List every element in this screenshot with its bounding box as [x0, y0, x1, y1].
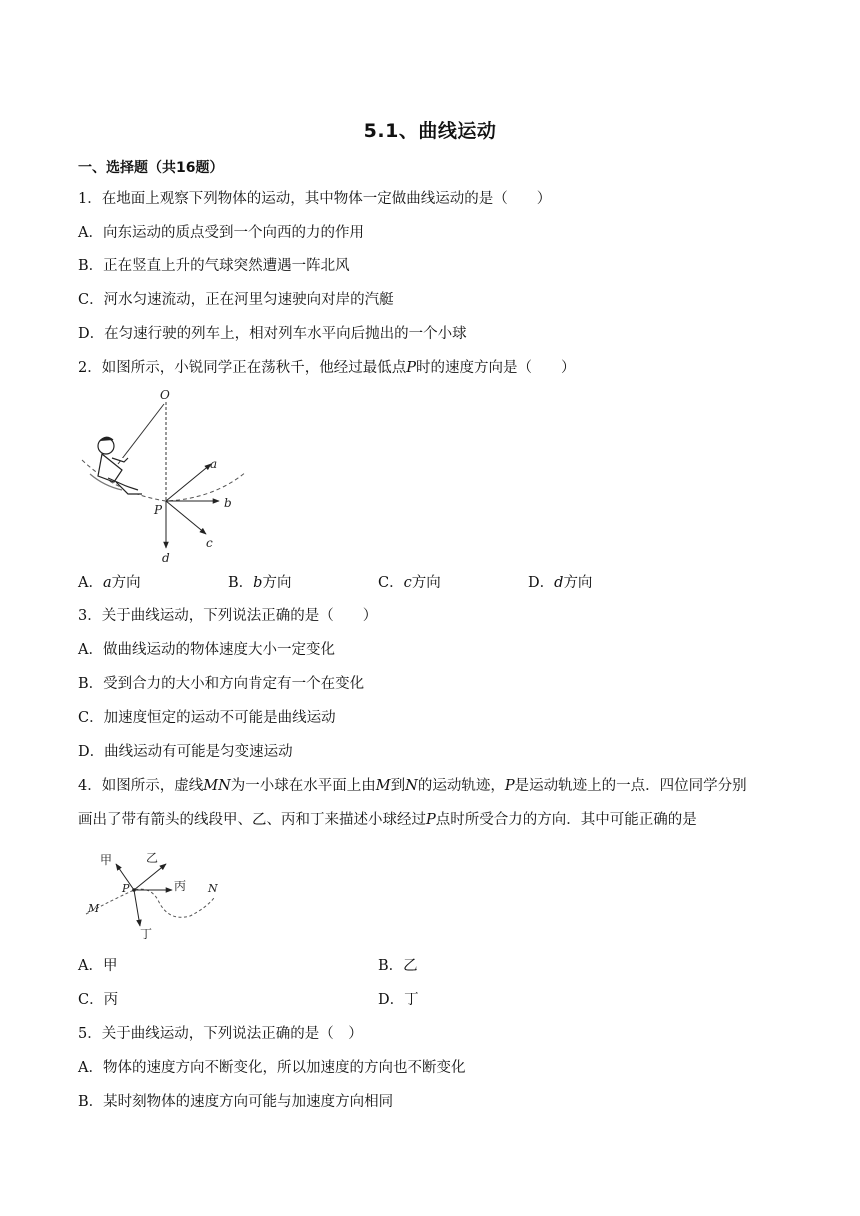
q4-l1-seg6: 的运动轨迹， — [417, 778, 505, 794]
label-c: c — [206, 536, 213, 550]
q5-option-b: B．某时刻物体的速度方向可能与加速度方向相同 — [78, 1094, 394, 1110]
q3-option-d: D．曲线运动有可能是匀变速运动 — [78, 744, 293, 760]
q5-option-a: A．物体的速度方向不断变化，所以加速度的方向也不断变化 — [78, 1060, 466, 1076]
q4-stem-line1 — [78, 776, 747, 796]
label-n: N — [208, 882, 218, 895]
q2-stem-text-a: 2．如图所示，小锐同学正在荡秋千，他经过最低点 — [78, 360, 407, 376]
label-yi: 乙 — [146, 851, 159, 865]
q3-option-c: C．加速度恒定的运动不可能是曲线运动 — [78, 710, 336, 726]
q2-option-a — [78, 573, 141, 593]
q4-l1-seg1: MN — [203, 778, 231, 794]
q2-option-a-prefix: A． — [78, 575, 103, 591]
q2-option-d-var: d — [554, 575, 564, 591]
arrow-c — [166, 501, 206, 534]
q4-l1-seg8: 是运动轨迹上的一点．四位同学分别 — [514, 778, 747, 794]
q2-option-c-var: c — [403, 575, 412, 591]
label-m: M — [88, 902, 100, 915]
q4-l1-seg2: 为一小球在水平面上由 — [230, 778, 376, 794]
q4-option-b: B．乙 — [378, 958, 418, 974]
q4-l2-seg2: 点时所受合力的方向．其中可能正确的是 — [435, 812, 697, 828]
q2-option-c-suffix: 方向 — [411, 575, 441, 591]
q2-stem — [78, 358, 576, 378]
q2-option-d-prefix: D． — [528, 575, 555, 591]
q2-stem-var-p: P — [406, 360, 416, 376]
label-bing: 丙 — [174, 879, 187, 893]
label-p-fig: P — [122, 882, 130, 895]
label-jia: 甲 — [100, 853, 113, 867]
q4-l2-seg0: 画出了带有箭头的线段甲、乙、丙和丁来描述小球经过 — [78, 812, 426, 828]
q4-option-d: D．丁 — [378, 992, 419, 1008]
trajectory-figure — [82, 840, 242, 940]
arrow-yi — [134, 864, 166, 890]
q1-option-a: A．向东运动的质点受到一个向西的力的作用 — [78, 225, 364, 241]
label-p: P — [154, 503, 163, 517]
q4-l1-seg5: N — [405, 778, 418, 794]
q4-l2-seg1: P — [426, 812, 436, 828]
person-on-swing — [90, 437, 142, 494]
q2-option-a-var: a — [102, 575, 112, 591]
q4-l1-seg0: 4．如图所示，虚线 — [78, 778, 204, 794]
swing-figure — [78, 386, 258, 566]
q1-option-b: B．正在竖直上升的气球突然遭遇一阵北风 — [78, 258, 350, 274]
arrow-a — [166, 464, 211, 501]
q4-l1-seg7: P — [504, 778, 515, 794]
trajectory-mn — [86, 889, 214, 917]
arrow-ding — [134, 890, 140, 926]
q2-option-d-suffix: 方向 — [563, 575, 593, 591]
label-b: b — [224, 496, 232, 510]
q2-option-c — [378, 573, 441, 593]
q2-stem-text-b: 时的速度方向是（ ） — [416, 360, 576, 376]
q3-option-b: B．受到合力的大小和方向肯定有一个在变化 — [78, 676, 365, 692]
q4-option-c: C．丙 — [78, 992, 119, 1008]
q2-option-b — [228, 573, 291, 593]
q4-l1-seg3: M — [375, 778, 391, 794]
section-heading: 一、选择题（共16题） — [78, 160, 224, 176]
q1-option-c: C．河水匀速流动，正在河里匀速驶向对岸的汽艇 — [78, 292, 394, 308]
page-title: 5.1、曲线运动 — [363, 120, 497, 142]
q2-option-b-var: b — [253, 575, 263, 591]
q2-option-d — [528, 573, 592, 593]
q2-option-a-suffix: 方向 — [111, 575, 141, 591]
swing-rope — [118, 404, 164, 464]
q2-option-c-prefix: C． — [378, 575, 404, 591]
q4-l1-seg4: 到 — [390, 778, 406, 794]
q2-option-b-prefix: B． — [228, 575, 254, 591]
q5-stem: 5．关于曲线运动，下列说法正确的是（ ） — [78, 1026, 363, 1042]
label-a: a — [210, 457, 218, 471]
q2-option-b-suffix: 方向 — [262, 575, 292, 591]
q1-stem: 1．在地面上观察下列物体的运动，其中物体一定做曲线运动的是（ ） — [78, 191, 552, 207]
point-p-dot — [132, 888, 136, 892]
q3-stem: 3．关于曲线运动，下列说法正确的是（ ） — [78, 608, 378, 624]
label-d: d — [162, 551, 170, 565]
q4-option-a: A．甲 — [78, 958, 118, 974]
q1-option-d: D．在匀速行驶的列车上，相对列车水平向后抛出的一个小球 — [78, 326, 467, 342]
q3-option-a: A．做曲线运动的物体速度大小一定变化 — [78, 642, 335, 658]
label-o: O — [160, 388, 170, 402]
label-ding: 丁 — [140, 927, 153, 940]
q4-stem-line2 — [78, 810, 697, 830]
